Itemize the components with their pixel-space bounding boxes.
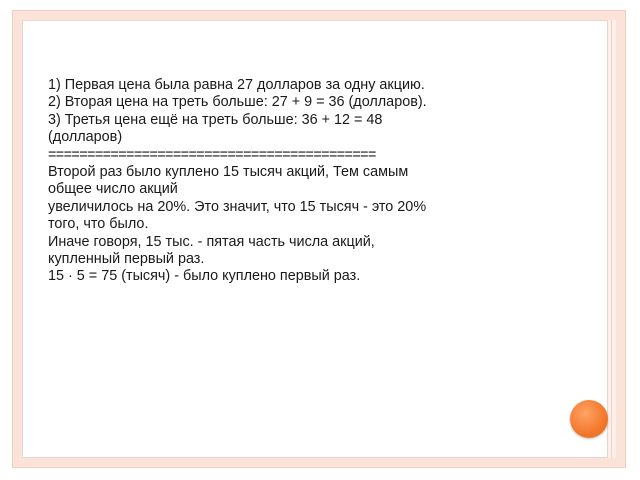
solution-line-3b: (долларов) — [48, 129, 123, 146]
solution-line-1: 1) Первая цена была равна 27 долларов за одну акцию. — [48, 77, 425, 93]
separator-line: ========================================== — [48, 146, 376, 163]
decorative-side-line — [611, 20, 612, 458]
decorative-side-stripe — [608, 20, 616, 458]
solution-line-4b: общее число акций — [48, 181, 178, 198]
solution-text — [48, 77, 488, 286]
solution-line-2: 2) Вторая цена на треть больше: 27 + 9 = 36 (долларов). — [48, 94, 427, 111]
solution-line-5a: увеличилось на 20%. Это значит, что 15 тысяч - это 20% — [48, 198, 427, 215]
orange-circle-icon — [570, 400, 608, 438]
solution-line-7: 15 · 5 = 75 (тысяч) - было куплено первый раз. — [48, 268, 361, 285]
solution-line-4a: Второй раз было куплено 15 тысяч акций, Тем самым — [48, 164, 409, 181]
solution-line-3a: 3) Третья цена ещё на треть больше: 36 + 12 = 48 — [48, 111, 383, 128]
solution-line-6a: Иначе говоря, 15 тыс. - пятая часть числа акций, — [48, 233, 375, 250]
solution-line-5b: того, что было. — [48, 216, 149, 233]
solution-line-6b: купленный первый раз. — [48, 251, 205, 268]
